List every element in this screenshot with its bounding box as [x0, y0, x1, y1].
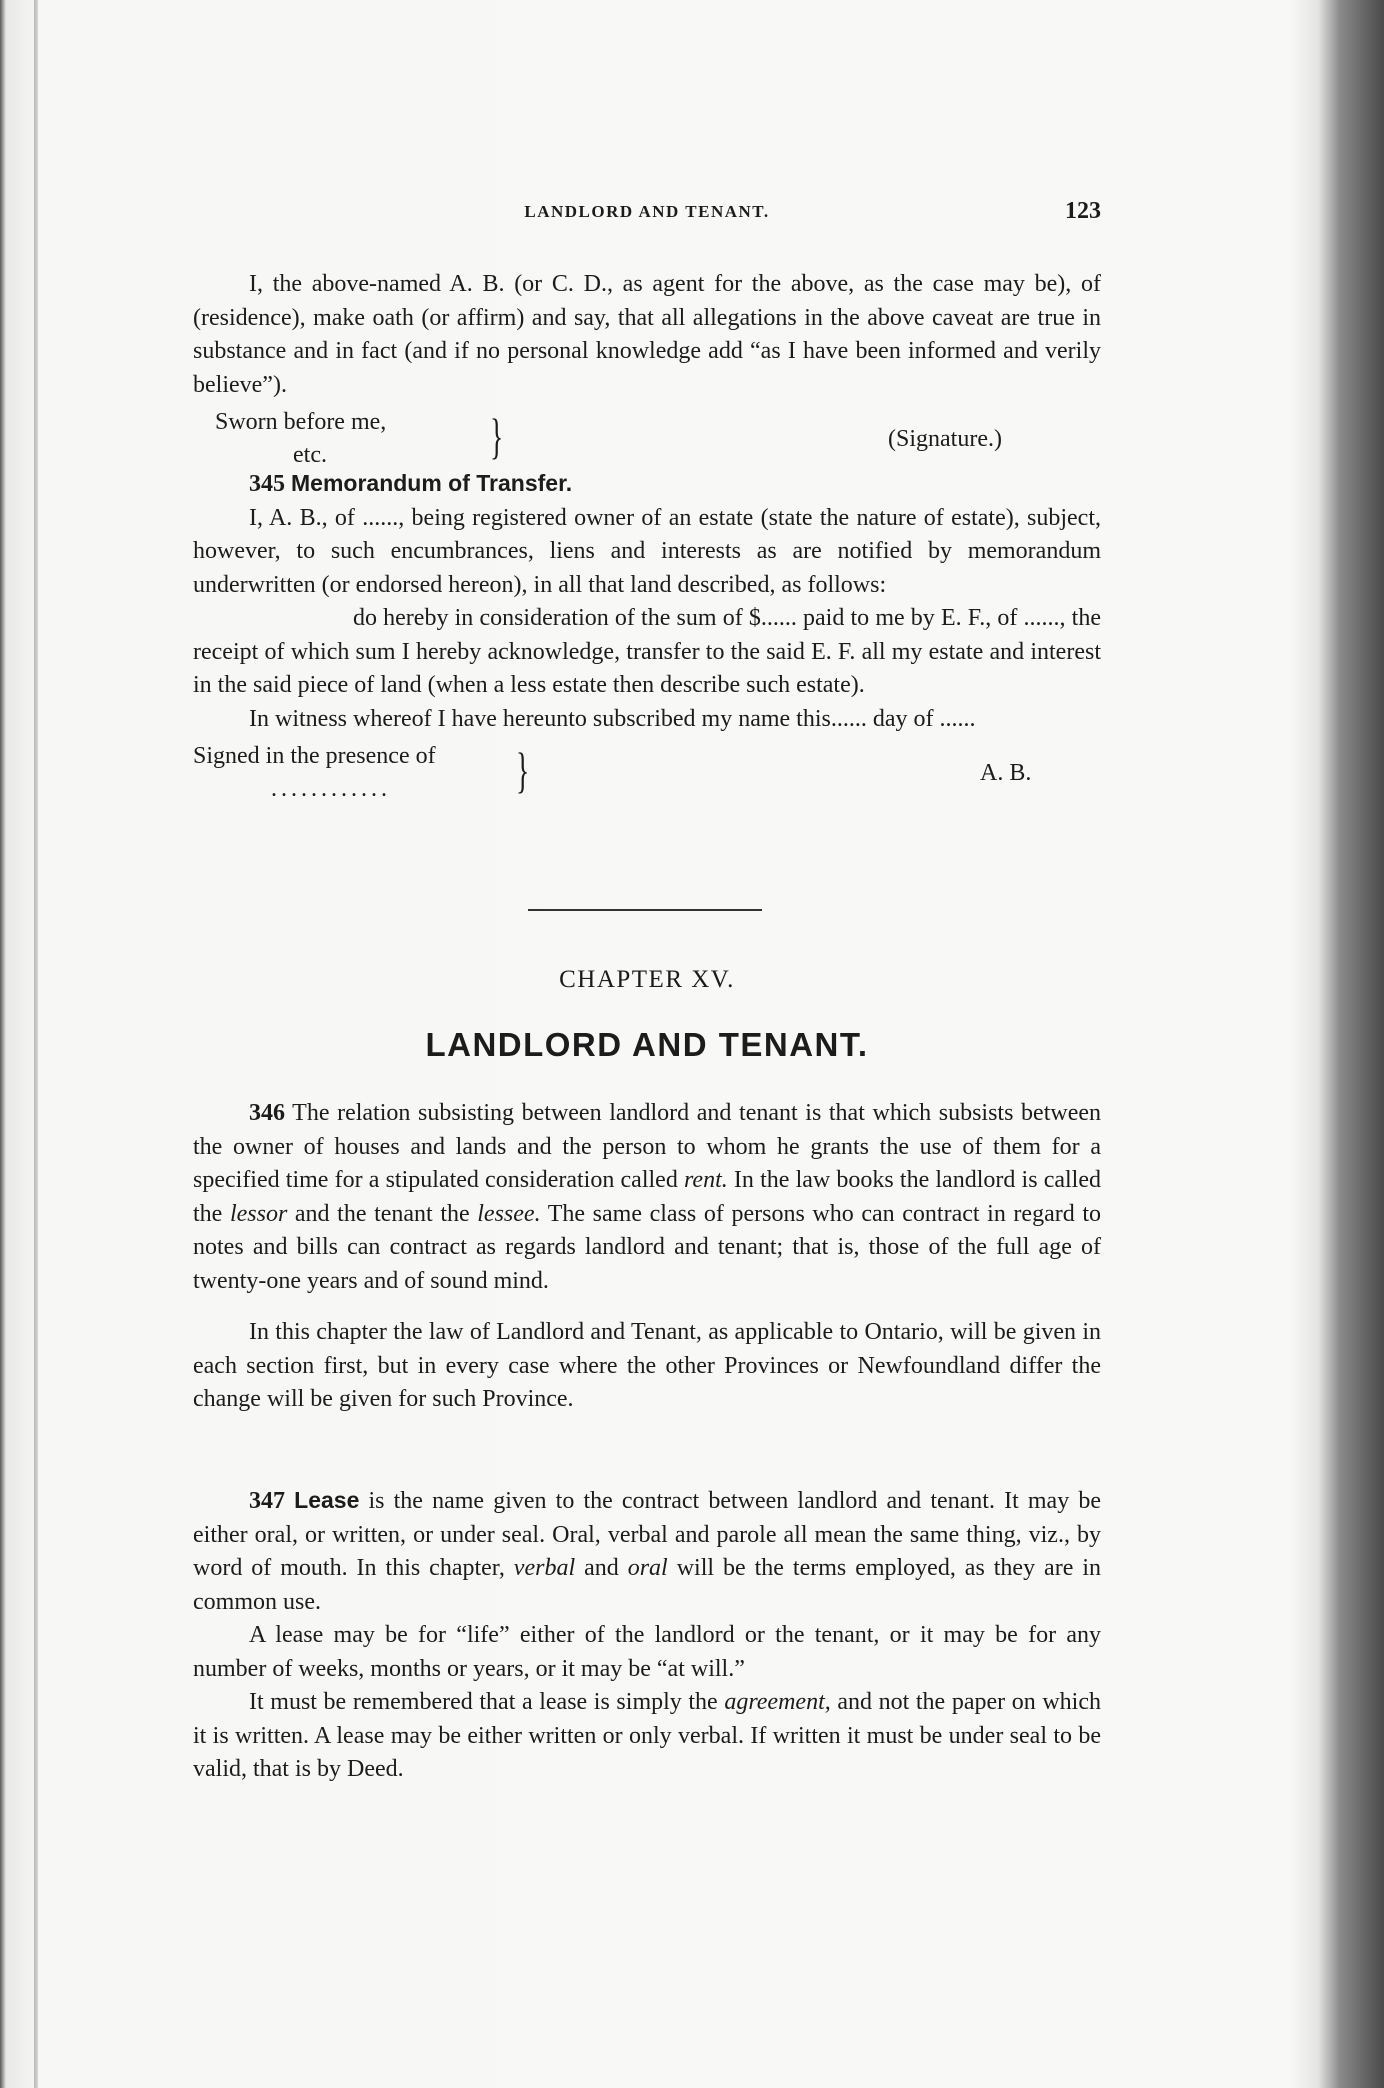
affidavit-paragraph: I, the above-named A. B. (or C. D., as agent for the above, as the case may be), of (residence), make oath (or affirm) and say, that all allegations in the above caveat are true in substance and in fact (and if no personal knowledge add “as I have been informed and verily believe”). [193, 271, 1101, 398]
section-345-number: 345 [249, 471, 285, 497]
term-verbal: verbal [513, 1555, 576, 1581]
section-345-para-3: In witness whereof I have hereunto subscribed my name this...... day of ...... [249, 705, 976, 732]
section-347 [193, 1484, 1101, 1787]
section-346-para-1: 346 The relation subsisting between landlord and tenant is that which subsists between the owner of houses and lands and the person to whom he grants the use of them for a specified time for a stipulated consideration called rent. In the law books the landlord is called the lessor and the tenant the lessee. The same class of persons who can contract in regard to notes and bills can contract as regards landlord and tenant; that is, those of the full age of twenty-one years and of sound mind. [193, 1100, 1101, 1294]
section-345-para-2: do hereby in consideration of the sum of $...... paid to me by E. F., of ......, the receipt of which sum I hereby acknowledge, transfer to the said E. F. all my estate and interest in the said piece of land (when a less estate then describe such estate). [193, 605, 1101, 698]
term-agreement: agreement, [724, 1689, 831, 1715]
sworn-line-2: etc. [293, 442, 327, 468]
signer-name: A. B. [980, 760, 1032, 786]
brace-symbol: } [516, 742, 530, 798]
running-header [193, 198, 1101, 232]
section-345 [193, 467, 1101, 810]
term-rent: rent. [683, 1167, 728, 1193]
running-title: LANDLORD AND TENANT. [524, 202, 770, 221]
affidavit-block [193, 268, 1101, 476]
signature-placeholder: (Signature.) [888, 426, 1002, 452]
binding-gutter [34, 0, 38, 2088]
signed-row [193, 740, 1101, 810]
page-number: 123 [1065, 198, 1101, 224]
section-347-title: Lease [294, 1487, 360, 1513]
section-347-number: 347 [249, 1488, 285, 1514]
section-345-para-1: I, A. B., of ......, being registered owner of an estate (state the nature of estate), subject, however, to such encumbrances, liens and interests as are notified by memorandum underwritten (or endorsed hereon), in all that land described, as follows: [193, 504, 1101, 598]
section-divider [528, 909, 762, 911]
signed-line-2: ............ [271, 776, 391, 802]
chapter-label: CHAPTER XV. [559, 966, 735, 993]
term-lessor: lessor [229, 1200, 288, 1227]
signed-line-1: Signed in the presence of [193, 743, 436, 769]
section-345-heading [193, 467, 1101, 502]
term-oral: oral [627, 1555, 668, 1581]
sworn-line-1: Sworn before me, [215, 409, 387, 435]
chapter-title: LANDLORD AND TENANT. [425, 1026, 869, 1063]
section-345-title: Memorandum of Transfer. [291, 470, 573, 496]
section-346-para-2: In this chapter the law of Landlord and Tenant, as applicable to Ontario, will be given in each section first, but in every case where the other Provinces or Newfoundland differ the change will be given for such Province. [193, 1319, 1101, 1412]
section-347-para-3: It must be remembered that a lease is simply the agreement, and not the paper on which it is written. A lease may be either written or only verbal. If written it must be under seal to be valid, that is by Deed. [193, 1689, 1101, 1782]
term-lessee: lessee. [477, 1200, 541, 1227]
section-346 [193, 1097, 1101, 1417]
section-347-para-2: A lease may be for “life” either of the landlord or the tenant, or it may be for any number of weeks, months or years, or it may be “at will.” [193, 1622, 1101, 1682]
sworn-row [193, 406, 1101, 476]
brace-symbol: } [490, 408, 504, 464]
section-347-para-1: 347 Lease is the name given to the contract between landlord and tenant. It may be either oral, or written, or under seal. Oral, verbal and parole all mean the same thing, viz., by word of mouth. In this chapter, verbal and oral will be the terms employed, as they are in common use. [193, 1487, 1101, 1615]
section-346-number: 346 [249, 1100, 285, 1126]
